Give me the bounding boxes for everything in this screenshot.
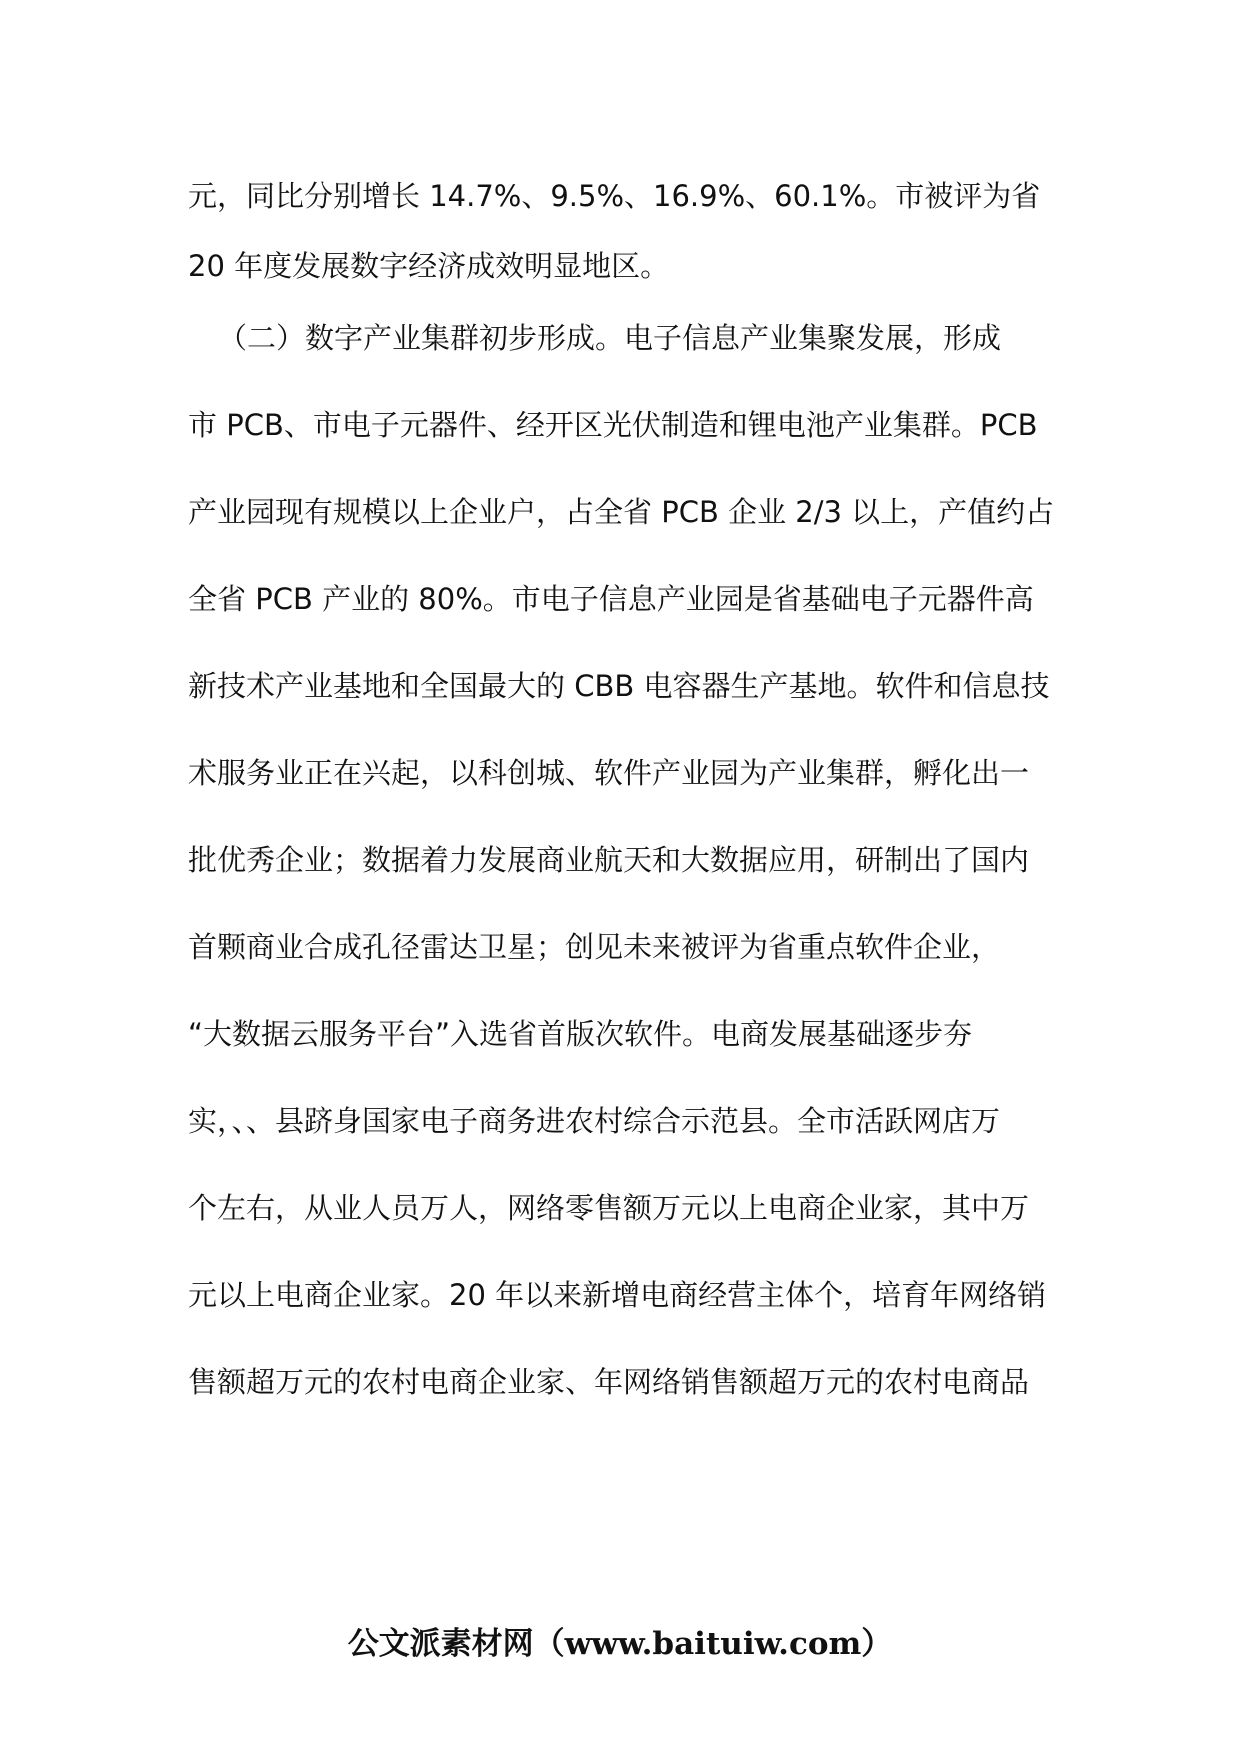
section-heading-line: （二）数字产业集群初步形成。电子信息产业集聚发展，形成 <box>218 321 1002 355</box>
body-text-line: 新技术产业基地和全国最大的 CBB 电容器生产基地。软件和信息技 <box>188 669 1050 703</box>
body-text-line: 产业园现有规模以上企业户，占全省 PCB 企业 2/3 以上，产值约占 <box>188 495 1055 529</box>
body-text-line: 20 年度发展数字经济成效明显地区。 <box>188 249 670 283</box>
body-text-line: 售额超万元的农村电商企业家、年网络销售额超万元的农村电商品 <box>188 1365 1030 1399</box>
body-text-line: 全省 PCB 产业的 80%。市电子信息产业园是省基础电子元器件高 <box>188 582 1034 616</box>
footer-watermark: 公文派素材网（www.baituiw.com） <box>347 1626 893 1662</box>
body-text-line: 元，同比分别增长 14.7%、9.5%、16.9%、60.1%。市被评为省 <box>188 179 1041 213</box>
body-text-line: 元以上电商企业家。20 年以来新增电商经营主体个，培育年网络销 <box>188 1278 1047 1312</box>
body-text-line: 实，、、县跻身国家电子商务进农村综合示范县。全市活跃网店万 <box>188 1104 1001 1138</box>
body-text-line: 首颗商业合成孔径雷达卫星；创见未来被评为省重点软件企业， <box>188 930 1001 964</box>
body-text-line: 市 PCB、市电子元器件、经开区光伏制造和锂电池产业集群。PCB <box>188 408 1038 442</box>
body-text-line: “大数据云服务平台”入选省首版次软件。电商发展基础逐步夯 <box>188 1017 973 1051</box>
body-text-line: 批优秀企业；数据着力发展商业航天和大数据应用，研制出了国内 <box>188 843 1030 877</box>
body-text-line: 个左右，从业人员万人，网络零售额万元以上电商企业家，其中万 <box>188 1191 1030 1225</box>
body-text-line: 术服务业正在兴起，以科创城、软件产业园为产业集群，孵化出一 <box>188 756 1030 790</box>
